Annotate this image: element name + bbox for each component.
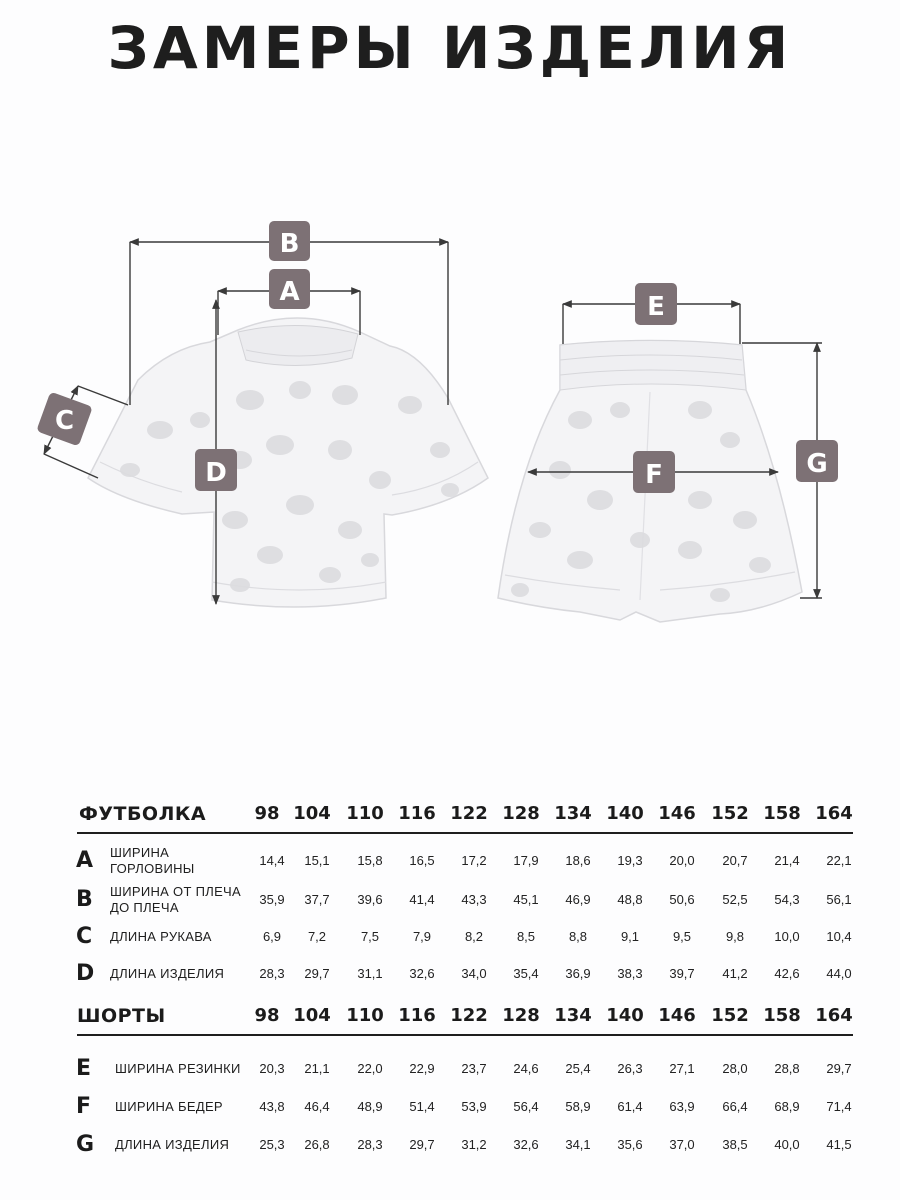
value-cell: 52,5 (722, 892, 748, 907)
svg-text:F: F (645, 460, 663, 490)
value-cell: 53,9 (461, 1099, 487, 1114)
value-cell: 45,1 (513, 892, 539, 907)
size-cell: 122 (450, 803, 488, 824)
size-cell: 146 (658, 803, 696, 824)
value-cell: 46,4 (304, 1099, 330, 1114)
value-cell: 36,9 (565, 966, 591, 981)
value-cell: 7,9 (412, 929, 432, 944)
row-letter: E (76, 1056, 92, 1081)
value-cell: 28,3 (259, 966, 285, 981)
tshirt-header-row (0, 803, 900, 833)
row-label: ДЛИНА ИЗДЕЛИЯ (110, 966, 225, 981)
value-cell: 46,9 (565, 892, 591, 907)
value-cell: 39,7 (669, 966, 695, 981)
row-label: ШИРИНА РЕЗИНКИ (115, 1061, 241, 1076)
tshirt-heading: ФУТБОЛКА (79, 803, 207, 825)
size-cell: 104 (293, 1005, 331, 1026)
value-cell: 8,8 (568, 929, 588, 944)
size-cell: 158 (763, 803, 801, 824)
label-d (195, 449, 237, 491)
value-cell: 23,7 (461, 1061, 487, 1076)
value-cell: 34,0 (461, 966, 487, 981)
svg-text:D: D (205, 458, 227, 488)
value-cell: 25,4 (565, 1061, 591, 1076)
value-cell: 32,6 (409, 966, 435, 981)
value-cell: 37,7 (304, 892, 330, 907)
divider (77, 832, 853, 834)
value-cell: 41,4 (409, 892, 435, 907)
size-cell: 122 (450, 1005, 488, 1026)
value-cell: 42,6 (774, 966, 800, 981)
table-row (0, 1089, 900, 1125)
value-cell: 41,2 (722, 966, 748, 981)
row-label: ШИРИНА БЕДЕР (115, 1099, 223, 1114)
value-cell: 56,4 (513, 1099, 539, 1114)
value-cell: 34,1 (565, 1137, 591, 1152)
value-cell: 14,4 (259, 853, 285, 868)
value-cell: 29,7 (409, 1137, 435, 1152)
value-cell: 22,0 (357, 1061, 383, 1076)
value-cell: 7,2 (307, 929, 327, 944)
size-cell: 152 (711, 803, 749, 824)
value-cell: 39,6 (357, 892, 383, 907)
size-cell: 164 (815, 1005, 853, 1026)
value-cell: 26,3 (617, 1061, 643, 1076)
value-cell: 17,9 (513, 853, 539, 868)
value-cell: 21,1 (304, 1061, 330, 1076)
value-cell: 29,7 (826, 1061, 852, 1076)
size-cell: 98 (254, 803, 280, 824)
divider (77, 1034, 853, 1036)
value-cell: 27,1 (669, 1061, 695, 1076)
value-cell: 22,9 (409, 1061, 435, 1076)
value-cell: 51,4 (409, 1099, 435, 1114)
value-cell: 43,8 (259, 1099, 285, 1114)
size-cell: 152 (711, 1005, 749, 1026)
shorts-header-row (0, 1005, 900, 1035)
shorts-heading: ШОРТЫ (77, 1005, 166, 1027)
size-cell: 128 (502, 803, 540, 824)
row-letter: D (76, 961, 95, 986)
row-letter: G (76, 1132, 95, 1157)
value-cell: 9,8 (725, 929, 745, 944)
value-cell: 38,3 (617, 966, 643, 981)
size-cell: 110 (346, 803, 384, 824)
label-g (796, 440, 838, 482)
value-cell: 32,6 (513, 1137, 539, 1152)
value-cell: 35,4 (513, 966, 539, 981)
table-row (0, 1051, 900, 1087)
row-letter: C (76, 924, 93, 949)
value-cell: 61,4 (617, 1099, 643, 1114)
value-cell: 28,0 (722, 1061, 748, 1076)
row-label: ДЛИНА ИЗДЕЛИЯ (115, 1137, 230, 1152)
value-cell: 40,0 (774, 1137, 800, 1152)
value-cell: 31,1 (357, 966, 383, 981)
value-cell: 28,3 (357, 1137, 383, 1152)
value-cell: 28,8 (774, 1061, 800, 1076)
svg-text:E: E (647, 292, 665, 322)
value-cell: 8,2 (464, 929, 484, 944)
label-a (269, 269, 310, 309)
table-row (0, 956, 900, 992)
value-cell: 66,4 (722, 1099, 748, 1114)
size-cell: 140 (606, 1005, 644, 1026)
size-cell: 134 (554, 1005, 592, 1026)
size-cell: 140 (606, 803, 644, 824)
value-cell: 54,3 (774, 892, 800, 907)
svg-text:A: A (279, 277, 300, 307)
value-cell: 35,6 (617, 1137, 643, 1152)
value-cell: 17,2 (461, 853, 487, 868)
label-c (36, 392, 93, 447)
value-cell: 20,0 (669, 853, 695, 868)
label-e (635, 283, 677, 325)
page-title: ЗАМЕРЫ ИЗДЕЛИЯ (107, 14, 793, 82)
value-cell: 24,6 (513, 1061, 539, 1076)
size-cell: 116 (398, 1005, 436, 1026)
value-cell: 44,0 (826, 966, 852, 981)
table-row (0, 919, 900, 955)
value-cell: 15,1 (304, 853, 330, 868)
value-cell: 10,4 (826, 929, 852, 944)
value-cell: 26,8 (304, 1137, 330, 1152)
value-cell: 41,5 (826, 1137, 852, 1152)
value-cell: 56,1 (826, 892, 852, 907)
value-cell: 10,0 (774, 929, 800, 944)
value-cell: 48,9 (357, 1099, 383, 1114)
svg-text:C: C (54, 406, 75, 436)
value-cell: 15,8 (357, 853, 383, 868)
size-cell: 164 (815, 803, 853, 824)
row-letter: B (76, 887, 93, 912)
label-b (269, 221, 310, 261)
value-cell: 8,5 (516, 929, 536, 944)
value-cell: 9,5 (672, 929, 692, 944)
value-cell: 18,6 (565, 853, 591, 868)
size-cell: 158 (763, 1005, 801, 1026)
table-row (0, 882, 900, 918)
label-f (633, 451, 675, 493)
row-label: ДЛИНА РУКАВА (110, 929, 212, 944)
svg-text:B: B (279, 229, 300, 259)
value-cell: 63,9 (669, 1099, 695, 1114)
value-cell: 16,5 (409, 853, 435, 868)
value-cell: 19,3 (617, 853, 643, 868)
value-cell: 21,4 (774, 853, 800, 868)
value-cell: 68,9 (774, 1099, 800, 1114)
value-cell: 22,1 (826, 853, 852, 868)
value-cell: 31,2 (461, 1137, 487, 1152)
value-cell: 6,9 (262, 929, 282, 944)
value-cell: 43,3 (461, 892, 487, 907)
value-cell: 58,9 (565, 1099, 591, 1114)
row-letter: A (76, 848, 94, 873)
value-cell: 50,6 (669, 892, 695, 907)
size-cell: 110 (346, 1005, 384, 1026)
value-cell: 71,4 (826, 1099, 852, 1114)
value-cell: 20,7 (722, 853, 748, 868)
value-cell: 7,5 (360, 929, 380, 944)
size-cell: 128 (502, 1005, 540, 1026)
row-letter: F (76, 1094, 92, 1119)
value-cell: 20,3 (259, 1061, 285, 1076)
value-cell: 9,1 (620, 929, 640, 944)
row-label: ШИРИНА ГОРЛОВИНЫ (110, 845, 195, 876)
size-cell: 116 (398, 803, 436, 824)
value-cell: 25,3 (259, 1137, 285, 1152)
value-cell: 38,5 (722, 1137, 748, 1152)
size-cell: 104 (293, 803, 331, 824)
measurement-diagram (0, 200, 900, 660)
row-label: ШИРИНА ОТ ПЛЕЧА ДО ПЛЕЧА (110, 884, 241, 915)
value-cell: 48,8 (617, 892, 643, 907)
svg-text:G: G (806, 449, 828, 479)
value-cell: 37,0 (669, 1137, 695, 1152)
value-cell: 35,9 (259, 892, 285, 907)
size-cell: 98 (254, 1005, 280, 1026)
size-cell: 146 (658, 1005, 696, 1026)
size-cell: 134 (554, 803, 592, 824)
tshirt-illustration (88, 318, 488, 607)
table-row (0, 843, 900, 879)
table-row (0, 1127, 900, 1163)
value-cell: 29,7 (304, 966, 330, 981)
